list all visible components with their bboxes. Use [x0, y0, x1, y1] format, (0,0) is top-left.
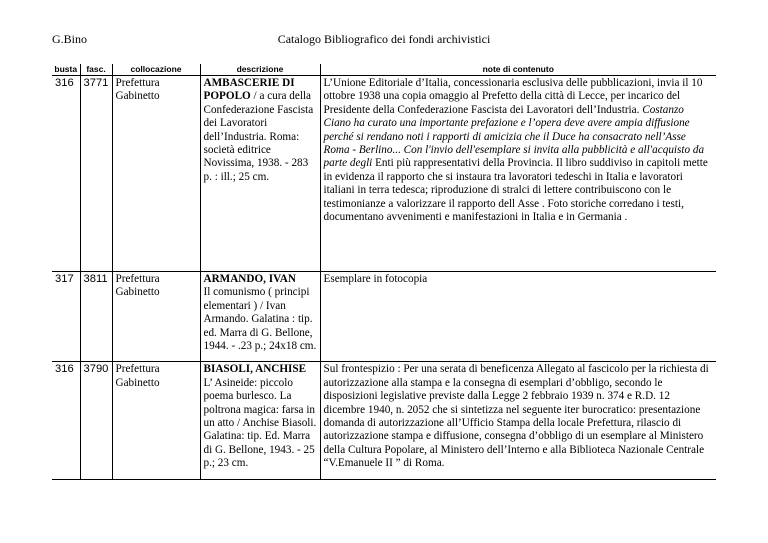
table-row	[52, 362, 716, 479]
note-text: L’Unione Editoriale d’Italia, concessionaria esclusiva delle pubblicazioni, invia il 10 ottobre 1938 una copia omaggio al Prefetto della città di Lecce, per incarico del Presidente della Confederazione Fascista dei Lavoratori dell’Industria.	[323, 77, 703, 116]
column-header-fasc: fasc.	[80, 64, 112, 76]
cell-note: Esemplare in fotocopia	[320, 272, 716, 362]
column-header-note: note di contenuto	[320, 64, 716, 76]
header-title: Catalogo Bibliografico dei fondi archivistici	[277, 32, 491, 46]
cell-fasc: 3811	[80, 272, 112, 362]
cell-collocazione: Prefettura Gabinetto	[112, 362, 200, 479]
record-description: L’ Asineide: piccolo poema burlesco. La poltrona magica: farsa in un atto / Anchise Biasoli. Galatina: tip. Ed. Marra di G. Bellone, 1943. - 25 p.; 23 cm.	[203, 376, 317, 470]
cell-note: Sul frontespizio : Per una serata di beneficenza Allegato al fascicolo per la richiesta di autorizzazione alla stampa e la consegna di esemplari d’obbligo, secondo le disposizioni legislative previste dalla Legge 2 febbraio 1939 n. 374 e R.D. 12 dicembre 1940, n. 2052 che si sintetizza nel seguente iter burocratico: presentazione domanda di autorizzazione all’Ufficio Stampa della locale Prefettura, rilascio di autorizzazione stampa e diffusione, consegna d’obbligo di un esemplare al Ministero della Cultura Popolare, al Ministero dell’Interno e alla Biblioteca Nazionale Centrale “V.Emanuele II ” di Roma.	[320, 362, 716, 479]
cell-fasc: 3790	[80, 362, 112, 479]
record-author: AMBASCERIE DI POPOLO	[203, 77, 295, 103]
note-text-italic: Costanzo Ciano ha curato una importante prefazione e l’opera deve avere ampia diffusione perché si rendano noti i rapporti di amicizia che il Duce ha consacrato nell’Asse Roma - Berlino... Con l'invio dell'esemplare si invita alla pubblicità e all'acquisto da parte degli	[323, 103, 705, 170]
note-text: Enti più rappresentativi della Provincia. Il libro suddiviso in capitoli mette in evidenza il rapporto che si instaura tra lavoratori tedeschi in Italia e lavoratori italiani in terra tedesca; riproduzione di stralci di lettere contribuiscono con le testimonianze a valorizzare il rapporto dell Asse . Foto storiche corredano i testi, documentano avvenimenti e manifestazioni in Italia e in Germania .	[323, 157, 708, 224]
cell-descrizione	[200, 272, 320, 362]
table-header	[52, 64, 716, 76]
cell-fasc: 3771	[80, 76, 112, 272]
cell-busta: 316	[52, 362, 80, 479]
cell-descrizione	[200, 362, 320, 479]
column-header-descrizione: descrizione	[200, 64, 320, 76]
header-author: G.Bino	[52, 32, 88, 46]
record-author: BIASOLI, ANCHISE	[203, 363, 307, 376]
column-header-busta: busta	[52, 64, 80, 76]
cell-collocazione: Prefettura Gabinetto	[112, 76, 200, 272]
header-row	[52, 64, 716, 76]
cell-collocazione: Prefettura Gabinetto	[112, 272, 200, 362]
record-author: ARMANDO, IVAN	[203, 273, 296, 285]
cell-busta: 317	[52, 272, 80, 362]
catalog-table	[52, 64, 716, 480]
column-header-collocazione: collocazione	[112, 64, 200, 76]
table-row	[52, 76, 716, 272]
record-description: Il comunismo ( principi elementari ) / Ivan Armando. Galatina : tip. ed. Marra di G. Bellone, 1944. - .23 p.; 24x18 cm.	[203, 286, 317, 353]
cell-busta: 316	[52, 76, 80, 272]
cell-note	[320, 76, 716, 272]
table-row	[52, 272, 716, 362]
cell-descrizione	[200, 76, 320, 272]
record-description: / a cura della Confederazione Fascista dei Lavoratori dell’Industria. Roma: società editrice Novissima, 1938. - 283 p. : ill.; 25 cm.	[203, 90, 314, 183]
